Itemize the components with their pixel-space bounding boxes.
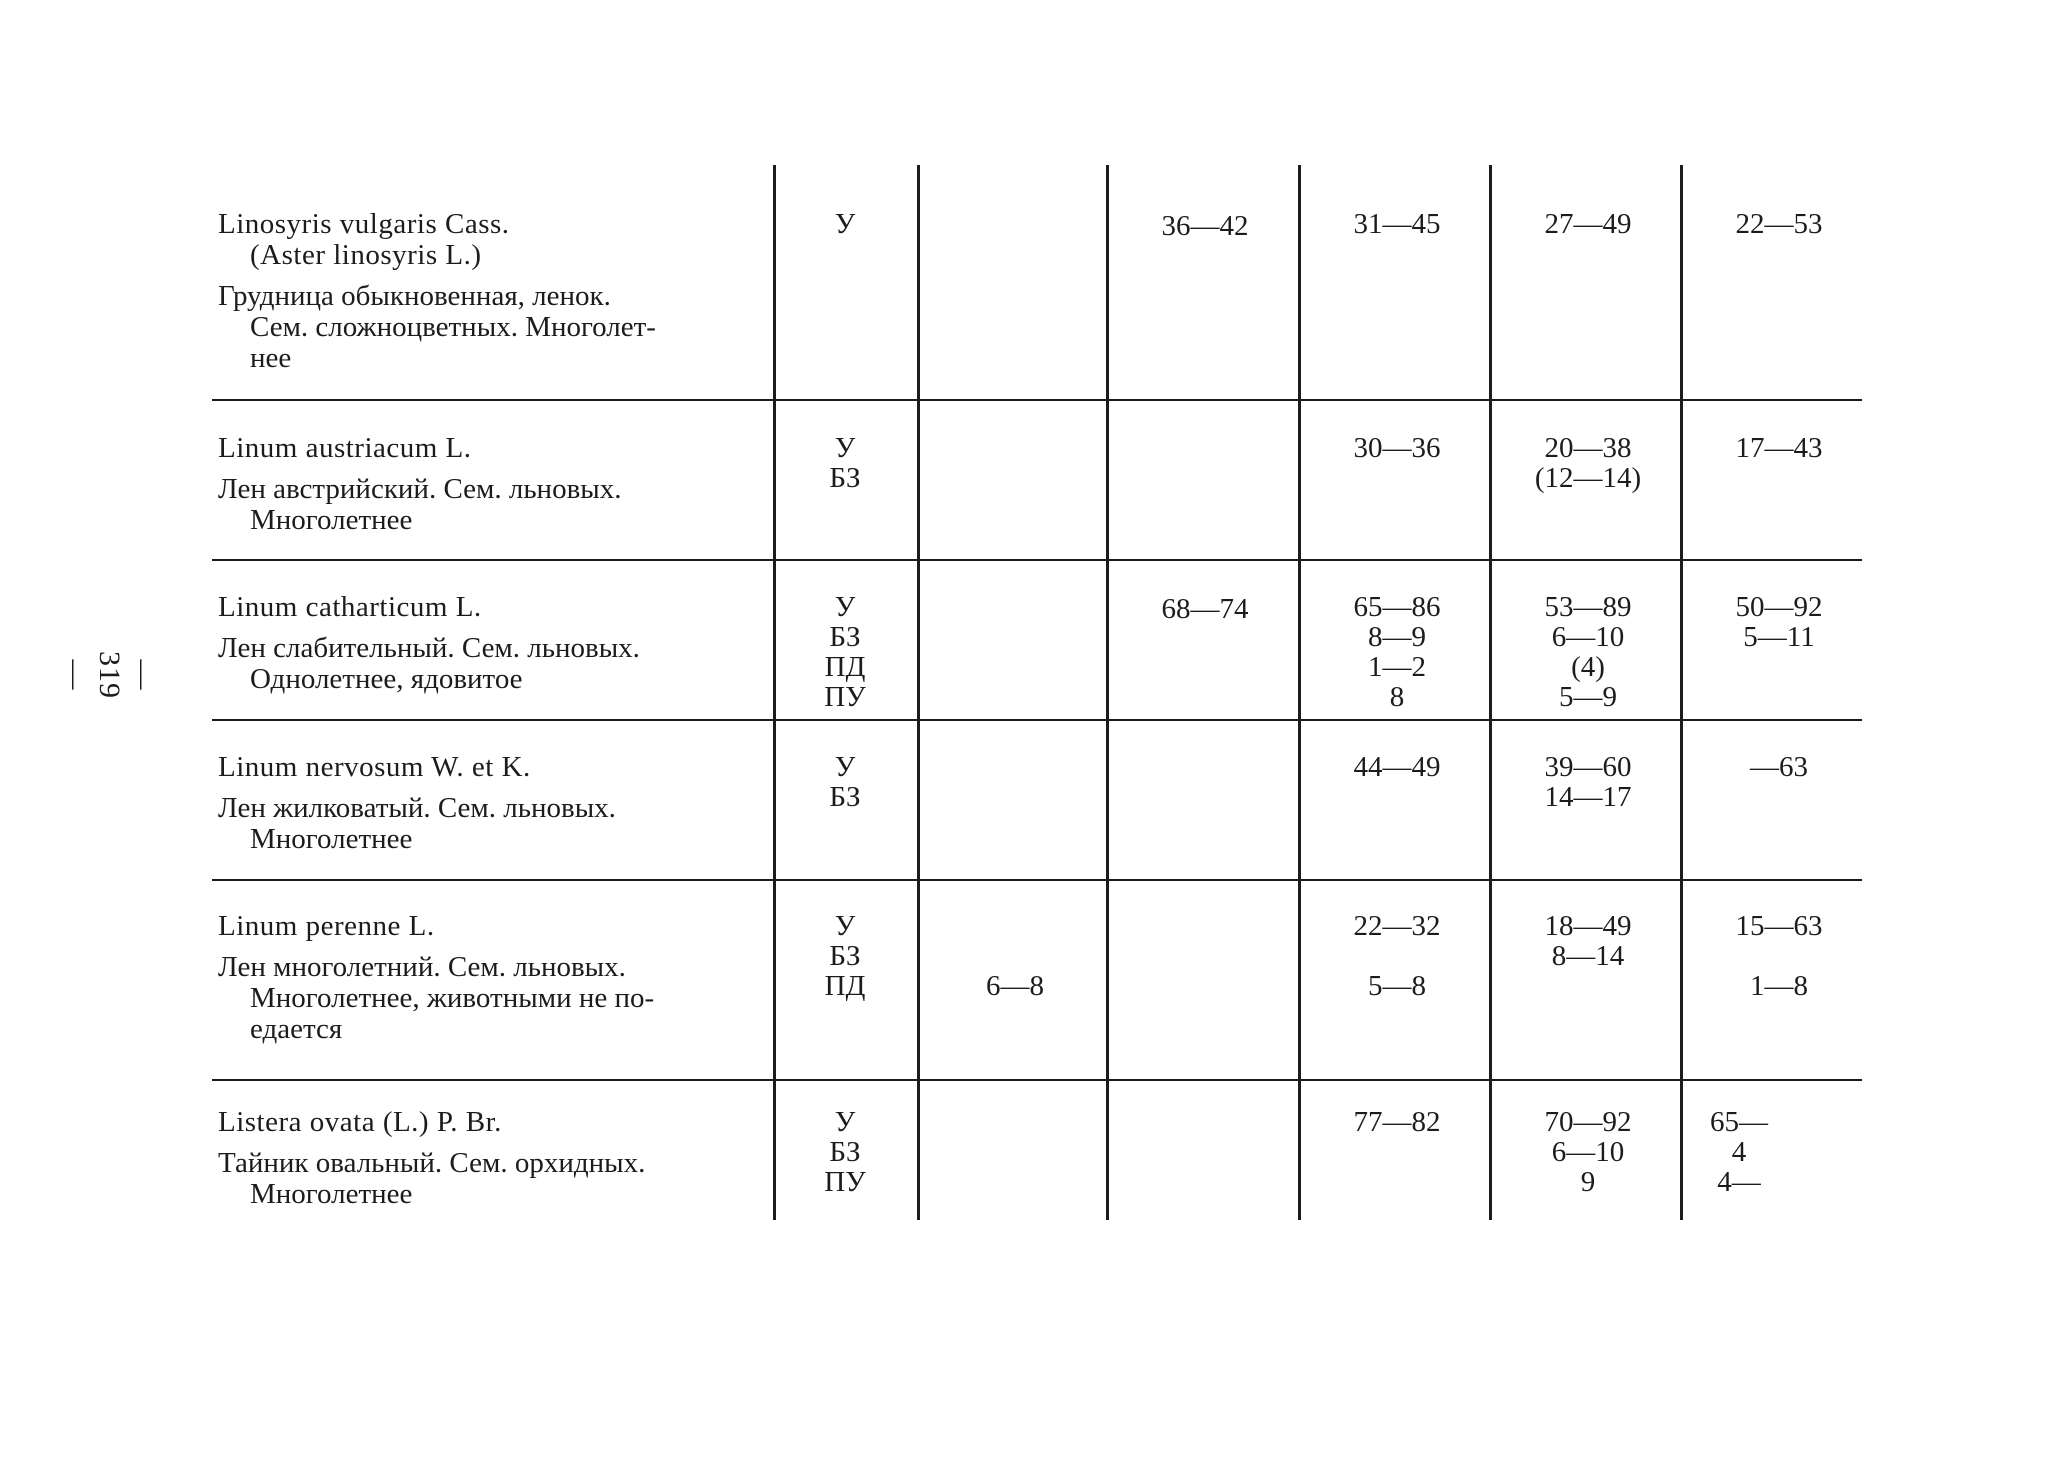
latin-name: Linum catharticum L. bbox=[218, 591, 482, 623]
russian-description: Грудница обыкновенная, ленок. Сем. сложноцветных. Многолет- нее bbox=[218, 280, 656, 374]
russian-description: Тайник овальный. Сем. орхидных. Многолетнее bbox=[218, 1147, 646, 1210]
value-cell: 65—86 8—9 1—2 8 bbox=[1353, 591, 1441, 713]
species-name bbox=[218, 1107, 748, 1210]
value-cell: 31—45 bbox=[1353, 208, 1441, 240]
value-cell: —63 bbox=[1750, 751, 1808, 783]
value-cell: 36—42 bbox=[1161, 210, 1249, 242]
row-separator bbox=[212, 559, 1862, 561]
value-cell: 50—92 5—11 bbox=[1735, 591, 1823, 653]
value-cell: 20—38 (12—14) bbox=[1534, 432, 1642, 494]
value-cell: 27—49 bbox=[1544, 208, 1632, 240]
value-cell: 6—8 bbox=[986, 970, 1044, 1002]
latin-name: Linum austriacum L. bbox=[218, 432, 472, 464]
codes-cell: У БЗ ПД bbox=[824, 910, 866, 1002]
latin-name: Linosyris vulgaris Cass. bbox=[218, 208, 510, 240]
column-rule bbox=[773, 165, 776, 1220]
russian-description: Лен слабительный. Сем. льновых. Однолетнее, ядовитое bbox=[218, 632, 640, 695]
latin-name: Linum perenne L. bbox=[218, 910, 435, 942]
value-cell: 39—60 14—17 bbox=[1544, 751, 1632, 813]
russian-description: Лен жилковатый. Сем. льновых. Многолетнее bbox=[218, 792, 616, 855]
value-cell: 15—63 1—8 bbox=[1735, 910, 1823, 1002]
species-name bbox=[218, 752, 748, 855]
column-rule bbox=[1680, 165, 1683, 1220]
codes-cell: У БЗ ПД ПУ bbox=[824, 591, 866, 713]
value-cell: 22—53 bbox=[1735, 208, 1823, 240]
value-cell: 53—89 6—10 (4) 5—9 bbox=[1544, 591, 1632, 713]
codes-cell: У БЗ ПУ bbox=[824, 1106, 866, 1198]
value-cell: 65— 4 4— bbox=[1710, 1106, 1768, 1198]
row-separator bbox=[212, 399, 1862, 401]
column-rule bbox=[1298, 165, 1301, 1220]
codes-cell: У БЗ bbox=[829, 751, 861, 813]
latin-name: Linum nervosum W. et K. bbox=[218, 751, 531, 783]
russian-description: Лен многолетний. Сем. льновых. Многолетнее, животными не по- едается bbox=[218, 951, 655, 1045]
value-cell: 44—49 bbox=[1353, 751, 1441, 783]
row-separator bbox=[212, 1079, 1862, 1081]
latin-synonym: (Aster linosyris L.) bbox=[250, 239, 482, 271]
russian-description: Лен австрийский. Сем. льновых. Многолетнее bbox=[218, 473, 622, 536]
value-cell: 22—32 5—8 bbox=[1353, 910, 1441, 1002]
species-name bbox=[218, 911, 748, 1045]
value-cell: 77—82 bbox=[1353, 1106, 1441, 1138]
column-rule bbox=[1106, 165, 1109, 1220]
value-cell: 70—92 6—10 9 bbox=[1544, 1106, 1632, 1198]
codes-cell: У БЗ bbox=[829, 432, 861, 494]
species-name bbox=[218, 592, 748, 695]
column-rule bbox=[1489, 165, 1492, 1220]
value-cell: 17—43 bbox=[1735, 432, 1823, 464]
column-rule bbox=[917, 165, 920, 1220]
latin-name: Listera ovata (L.) P. Br. bbox=[218, 1106, 502, 1138]
species-name bbox=[218, 209, 748, 374]
species-name bbox=[218, 433, 748, 536]
row-separator bbox=[212, 719, 1862, 721]
page-number: — 319 — bbox=[59, 651, 160, 699]
row-separator bbox=[212, 879, 1862, 881]
value-cell: 18—49 8—14 bbox=[1544, 910, 1632, 972]
codes-cell: У bbox=[834, 208, 856, 240]
value-cell: 68—74 bbox=[1161, 593, 1249, 625]
value-cell: 30—36 bbox=[1353, 432, 1441, 464]
